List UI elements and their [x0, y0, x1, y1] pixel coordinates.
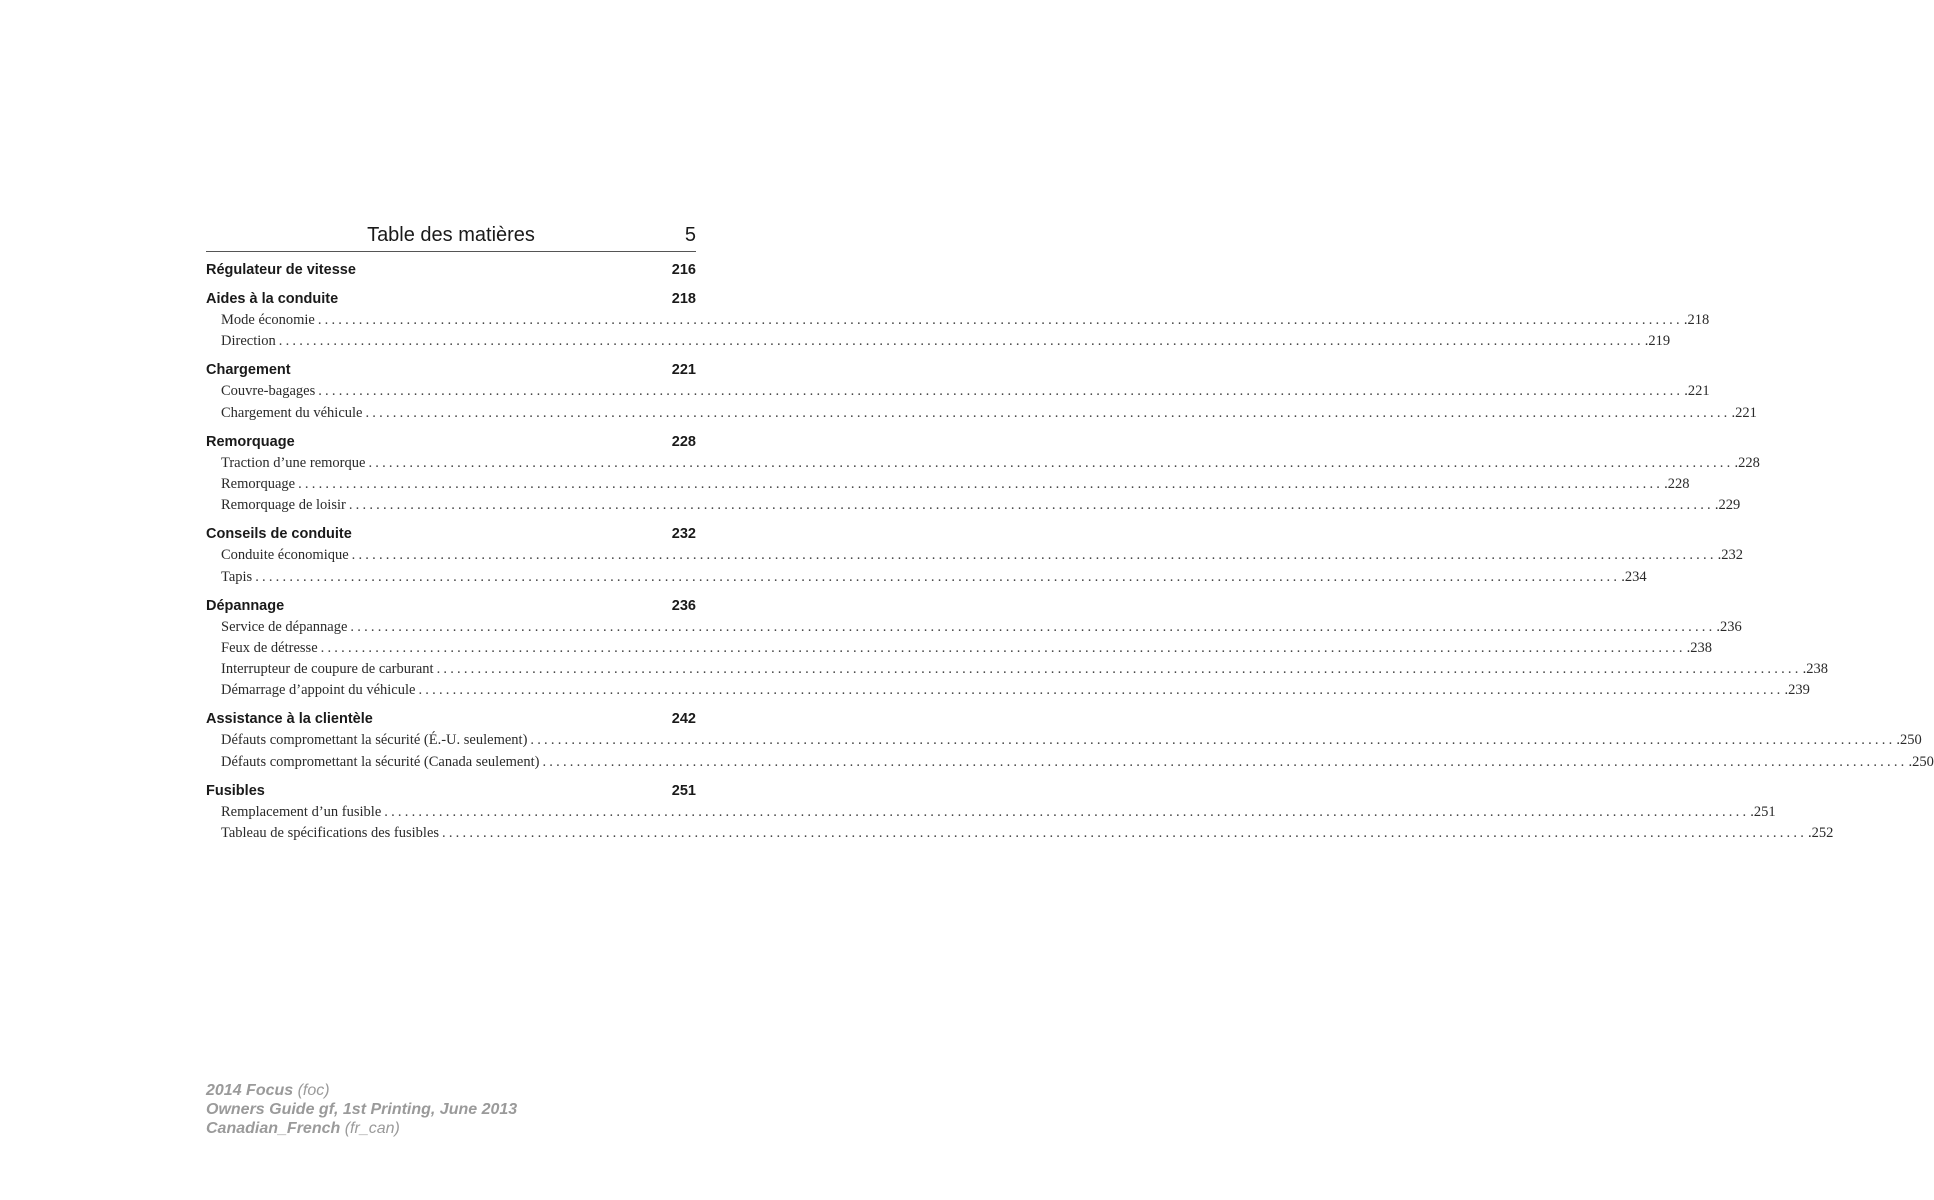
page-header	[206, 222, 696, 252]
toc-entry[interactable]	[206, 474, 1690, 495]
toc-entry-page: .229	[1714, 497, 1741, 514]
toc-entry-page: .234	[1621, 568, 1647, 585]
toc-section	[206, 289, 1710, 352]
toc-entry-page: .232	[1717, 547, 1744, 564]
toc-entry-label: Défauts compromettant la sécurité (Canada seulement)	[221, 753, 540, 770]
toc-entry-label: Interrupteur de coupure de carburant	[221, 661, 434, 678]
toc-section-heading[interactable]	[206, 432, 696, 453]
dot-leader: ........................................................................................................................................................................................................	[384, 803, 1750, 820]
toc-entry-label: Feux de détresse	[221, 639, 318, 656]
toc-entry[interactable]	[206, 617, 1742, 638]
toc-entry-label: Traction d’une remorque	[221, 454, 366, 471]
toc-entry[interactable]	[206, 752, 1934, 773]
toc-entry-label: Démarrage d’appoint du véhicule	[221, 682, 416, 699]
toc-entry[interactable]	[206, 823, 1834, 844]
dot-leader: ........................................................................................................................................................................................................	[368, 454, 1734, 471]
toc-section-page: 232	[671, 526, 696, 543]
toc-section-page: 218	[671, 291, 696, 307]
toc-entry[interactable]	[206, 381, 1710, 402]
toc-entry-label: Mode économie	[221, 312, 315, 328]
toc-section-heading[interactable]	[206, 289, 696, 310]
toc-section	[206, 709, 1934, 772]
toc-section	[206, 360, 1757, 423]
toc-section-title: Dépannage	[206, 597, 285, 614]
footer-printing: Owners Guide gf, 1st Printing, June 2013	[206, 1101, 518, 1118]
toc-entry-page: .238	[1802, 661, 1828, 678]
dot-leader: ........................................................................................................................................................................................................	[320, 639, 1686, 656]
toc-entry-page: .238	[1686, 639, 1713, 656]
dot-leader: ........................................................................................................................................................................................................	[298, 475, 1664, 492]
toc-entry[interactable]	[206, 403, 1757, 424]
toc-entry-label: Couvre-bagages	[221, 383, 316, 400]
dot-leader: ........................................................................................................................................................................................................	[350, 618, 1716, 635]
dot-leader: ........................................................................................................................................................................................................	[542, 753, 1908, 770]
dot-leader: ........................................................................................................................................................................................................	[348, 497, 1714, 514]
dot-leader: ........................................................................................................................................................................................................	[365, 404, 1731, 421]
toc-section-title: Remorquage	[206, 433, 295, 450]
footer-line-printing	[206, 1100, 517, 1119]
toc-entry-page: .219	[1644, 333, 1671, 350]
toc-entry[interactable]	[206, 680, 1810, 701]
footer-language-code: (fr_can)	[340, 1120, 400, 1137]
toc-entry-page: .221	[1684, 383, 1710, 400]
page-number: 5	[684, 224, 696, 246]
dot-leader: ........................................................................................................................................................................................................	[317, 312, 1683, 328]
toc-entry-page: .218	[1683, 312, 1710, 328]
toc-section	[206, 524, 1744, 587]
page-title: Table des matières	[367, 224, 535, 246]
dot-leader: ........................................................................................................................................................................................................	[436, 661, 1802, 678]
toc-entry[interactable]	[206, 659, 1828, 680]
toc-entry[interactable]	[206, 453, 1760, 474]
toc-section	[206, 596, 1828, 702]
toc-entry-page: .239	[1784, 682, 1810, 699]
toc-section-title: Chargement	[206, 362, 291, 379]
toc-section-title: Régulateur de vitesse	[206, 262, 356, 278]
toc-entry-label: Conduite économique	[221, 547, 349, 564]
dot-leader: ........................................................................................................................................................................................................	[255, 568, 1621, 585]
toc-section-page: 216	[671, 262, 696, 278]
toc-entry-label: Direction	[221, 333, 276, 350]
toc-section-title: Conseils de conduite	[206, 526, 352, 543]
dot-leader: ........................................................................................................................................................................................................	[278, 333, 1644, 350]
footer-line-language	[206, 1119, 517, 1138]
toc-entry-label: Remorquage	[221, 475, 296, 492]
toc-section-heading[interactable]	[206, 260, 696, 281]
toc-entry[interactable]	[206, 545, 1744, 566]
toc-entry[interactable]	[206, 495, 1741, 516]
toc-entry-label: Service de dépannage	[221, 618, 348, 635]
toc-section-heading[interactable]	[206, 360, 696, 381]
toc-entry-page: .228	[1734, 454, 1760, 471]
toc-entry-page: .251	[1750, 803, 1776, 820]
toc-entry[interactable]	[206, 802, 1776, 823]
footer-model: 2014 Focus	[206, 1082, 294, 1099]
toc-entry-page: .250	[1896, 732, 1922, 749]
toc-entry-label: Remplacement d’un fusible	[221, 803, 382, 820]
toc-entry[interactable]	[206, 638, 1713, 659]
toc-section-title: Aides à la conduite	[206, 291, 339, 307]
dot-leader: ........................................................................................................................................................................................................	[418, 682, 1784, 699]
dot-leader: ........................................................................................................................................................................................................	[318, 383, 1684, 400]
toc-section-page: 242	[671, 711, 696, 728]
toc-section-title: Fusibles	[206, 782, 265, 799]
toc-entry[interactable]	[206, 310, 1710, 331]
toc-entry[interactable]	[206, 567, 1647, 588]
toc-section-title: Assistance à la clientèle	[206, 711, 373, 728]
toc-section	[206, 781, 1834, 844]
toc-section-heading[interactable]	[206, 709, 696, 730]
toc-entry-page: .236	[1716, 618, 1742, 635]
toc-section	[206, 260, 696, 281]
toc-entry-label: Défauts compromettant la sécurité (É.-U. seulement)	[221, 732, 528, 749]
toc-section-heading[interactable]	[206, 781, 696, 802]
dot-leader: ........................................................................................................................................................................................................	[530, 732, 1896, 749]
toc-entry[interactable]	[206, 730, 1922, 751]
toc-section	[206, 432, 1760, 517]
toc-entry-label: Chargement du véhicule	[221, 404, 363, 421]
toc-entry-page: .228	[1664, 475, 1690, 492]
toc-entry-label: Remorquage de loisir	[221, 497, 346, 514]
toc-entry-label: Tableau de spécifications des fusibles	[221, 825, 440, 841]
toc-sections	[206, 260, 1934, 844]
toc-entry-page: .221	[1731, 404, 1757, 421]
toc-section-page: 236	[671, 597, 696, 614]
toc-section-page: 221	[671, 362, 696, 379]
toc-entry[interactable]	[206, 331, 1671, 352]
dot-leader: ........................................................................................................................................................................................................	[351, 547, 1717, 564]
toc-entry-page: .250	[1908, 753, 1934, 770]
footer-line-model	[206, 1081, 517, 1100]
document-footer	[206, 1081, 517, 1138]
toc-section-page: 251	[671, 782, 696, 799]
footer-language: Canadian_French	[206, 1120, 341, 1137]
dot-leader: ........................................................................................................................................................................................................	[442, 825, 1808, 841]
toc-section-heading[interactable]	[206, 524, 696, 545]
toc-entry-page: .252	[1808, 825, 1834, 841]
toc-entry-label: Tapis	[221, 568, 253, 585]
toc-section-heading[interactable]	[206, 596, 696, 617]
table-of-contents	[206, 222, 1934, 852]
footer-model-code: (foc)	[293, 1082, 330, 1099]
toc-section-page: 228	[671, 433, 696, 450]
